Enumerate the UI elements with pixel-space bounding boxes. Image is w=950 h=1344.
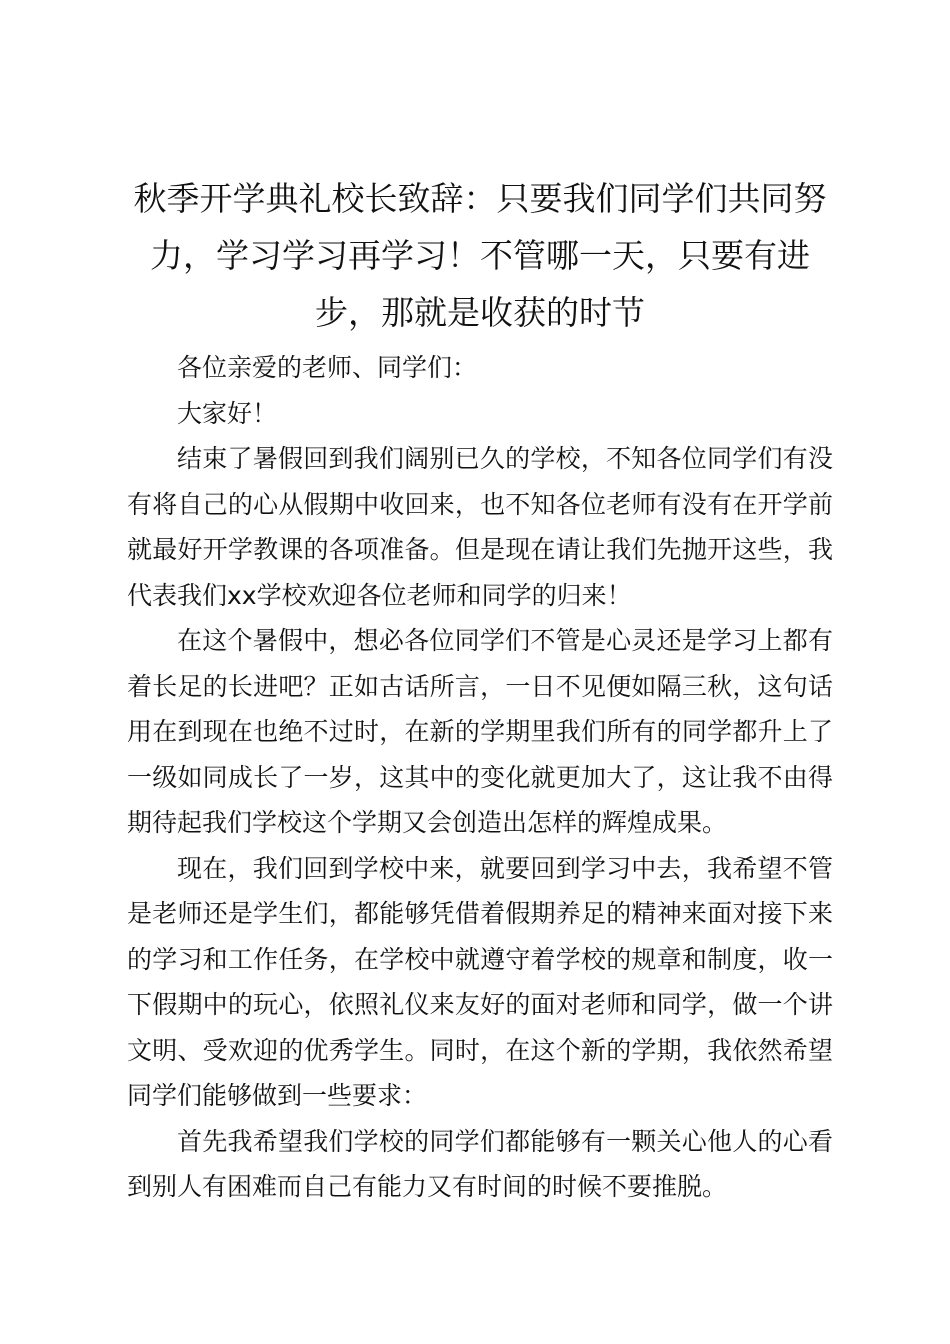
paragraph-4: 首先我希望我们学校的同学们都能够有一颗关心他人的心看到别人有困难而自己有能力又有时间的时候不要推脱。 [127,1126,833,1201]
document-page [127,170,833,1210]
document-title: 秋季开学典礼校长致辞：只要我们同学们共同努力，学习学习再学习！不管哪一天，只要有进步，那就是收获的时节 [133,179,827,332]
paragraph-1: 结束了暑假回到我们阔别已久的学校，不知各位同学们有没有将自己的心从假期中收回来，也不知各位老师有没有在开学前就最好开学教课的各项准备。但是现在请让我们先抛开这些，我代表我们xx学校欢迎各位老师和同学的归来！ [127,444,833,610]
greeting: 大家好！ [177,398,278,428]
paragraph-3: 现在，我们回到学校中来，就要回到学习中去，我希望不管是老师还是学生们，都能够凭借着假期养足的精神来面对接下来的学习和工作任务，在学校中就遵守着学校的规章和制度，收一下假期中的玩心，依照礼仪来友好的面对老师和同学，做一个讲文明、受欢迎的优秀学生。同时，在这个新的学期，我依然希望同学们能够做到一些要求： [127,853,833,1110]
paragraph-2: 在这个暑假中，想必各位同学们不管是心灵还是学习上都有着长足的长进吧？正如古话所言，一日不见便如隔三秋，这句话用在到现在也绝不过时，在新的学期里我们所有的同学都升上了一级如同成长了一岁，这其中的变化就更加大了，这让我不由得期待起我们学校这个学期又会创造出怎样的辉煌成果。 [127,626,833,837]
salutation: 各位亲爱的老师、同学们： [177,353,478,382]
